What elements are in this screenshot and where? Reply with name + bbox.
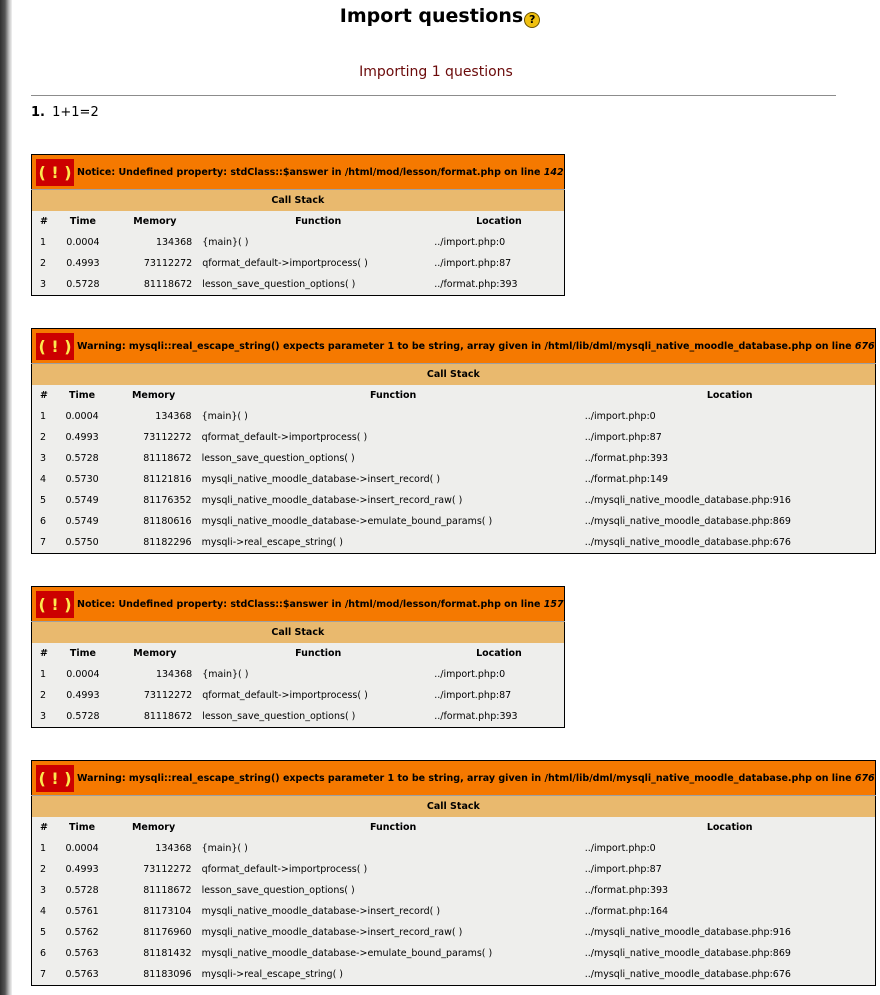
col-num-header: # (40, 648, 48, 659)
error-line-number: 142 (543, 166, 564, 178)
frame-memory: 81182296 (143, 536, 192, 548)
stack-frame-row (32, 448, 876, 469)
frame-time: 0.5763 (65, 948, 99, 959)
frame-location: ../import.php:87 (584, 432, 662, 443)
frame-function: mysqli->real_escape_string( ) (201, 536, 344, 548)
stack-frame-row (32, 406, 876, 427)
frame-function: mysqli_native_moodle_database->insert_record( ) (201, 474, 441, 485)
frame-num: 1 (40, 843, 47, 854)
stack-frame-row (32, 943, 876, 964)
error-message: Notice: Undefined property: stdClass::$answer in /html/mod/lesson/format.php on line (77, 598, 544, 610)
column-header-row (32, 385, 876, 406)
stack-frame-row (32, 664, 565, 685)
frame-memory: 81181432 (143, 948, 192, 959)
frame-time: 0.4993 (66, 258, 100, 269)
frame-function: {main}( ) (201, 411, 248, 422)
frame-memory: 81173104 (143, 906, 192, 917)
stack-frame-row (32, 274, 565, 295)
frame-function: mysqli_native_moodle_database->insert_record_raw( ) (201, 927, 463, 938)
frame-time: 0.5761 (65, 906, 99, 917)
frame-location: ../mysqli_native_moodle_database.php:916 (584, 927, 791, 938)
error-message: Warning: mysqli::real_escape_string() expects parameter 1 to be string, array given in /html/lib/dml/mysqli_native_moodle_database.php on line (77, 340, 855, 352)
frame-function: lesson_save_question_options( ) (202, 278, 356, 290)
col-function-header: Function (370, 822, 417, 833)
frame-function: mysqli_native_moodle_database->emulate_bound_params( ) (201, 948, 493, 959)
frame-num: 2 (40, 258, 47, 269)
xdebug-error-table (31, 586, 565, 728)
frame-memory: 81176960 (143, 927, 192, 938)
stack-frame-row (32, 532, 876, 553)
frame-location: ../mysqli_native_moodle_database.php:916 (584, 495, 791, 506)
col-function-header: Function (295, 216, 342, 227)
col-function-header: Function (295, 648, 342, 659)
error-icon: ( ! ) (36, 765, 74, 792)
frame-num: 2 (40, 690, 47, 701)
frame-function: mysqli_native_moodle_database->emulate_bound_params( ) (201, 516, 493, 527)
col-location-header: Location (706, 390, 753, 401)
stack-frame-row (32, 922, 876, 943)
stack-frame-row (32, 685, 565, 706)
col-time-header: Time (69, 216, 96, 227)
stack-frame-row (32, 511, 876, 532)
frame-num: 1 (40, 669, 47, 680)
page-title-text: Import questions (339, 5, 524, 27)
help-icon[interactable]: ? (524, 12, 540, 28)
stack-frame-row (32, 901, 876, 922)
stack-frame-row (32, 859, 876, 880)
frame-location: ../format.php:149 (584, 474, 669, 485)
stack-frame-row (32, 427, 876, 448)
frame-function: qformat_default->importprocess( ) (201, 864, 368, 875)
frame-num: 7 (40, 968, 47, 980)
stack-frame-row (32, 253, 565, 274)
frame-time: 0.4993 (65, 432, 99, 443)
frame-location: ../format.php:393 (434, 278, 518, 290)
frame-memory: 134368 (155, 669, 193, 680)
page-title (0, 5, 880, 28)
col-memory-header: Memory (133, 648, 177, 659)
question-line (31, 105, 99, 120)
frame-location: ../format.php:393 (434, 710, 518, 722)
frame-memory: 81180616 (143, 516, 192, 527)
frame-function: {main}( ) (202, 669, 249, 680)
frame-location: ../import.php:0 (584, 411, 656, 422)
frame-location: ../format.php:393 (584, 453, 669, 464)
frame-time: 0.0004 (66, 237, 100, 248)
frame-time: 0.5749 (65, 495, 99, 506)
frame-time: 0.5728 (66, 710, 100, 722)
xdebug-error-table (31, 760, 876, 986)
frame-memory: 81118672 (143, 885, 192, 896)
frame-function: qformat_default->importprocess( ) (202, 690, 368, 701)
frame-memory: 81118672 (143, 453, 192, 464)
frame-location: ../import.php:87 (584, 864, 662, 875)
frame-location: ../mysqli_native_moodle_database.php:869 (584, 516, 791, 527)
frame-function: qformat_default->importprocess( ) (202, 258, 368, 269)
frame-time: 0.5762 (65, 927, 99, 938)
frame-time: 0.5728 (66, 278, 100, 290)
frame-function: mysqli->real_escape_string( ) (201, 968, 344, 980)
frame-time: 0.5728 (65, 453, 99, 464)
frame-location: ../import.php:0 (434, 669, 506, 680)
frame-memory: 134368 (155, 237, 193, 248)
frame-function: lesson_save_question_options( ) (201, 453, 355, 464)
frame-location: ../format.php:393 (584, 885, 669, 896)
frame-location: ../mysqli_native_moodle_database.php:869 (584, 948, 791, 959)
frame-location: ../import.php:87 (434, 690, 512, 701)
frame-memory: 73112272 (143, 258, 193, 269)
divider (31, 95, 836, 96)
error-header (32, 761, 876, 796)
frame-memory: 73112272 (143, 690, 193, 701)
stack-frame-row (32, 490, 876, 511)
col-time-header: Time (69, 390, 96, 401)
column-header-row (32, 211, 565, 232)
frame-memory: 81118672 (143, 710, 193, 722)
frame-time: 0.5763 (65, 968, 99, 980)
xdebug-error-table (31, 154, 565, 296)
stack-frame-row (32, 469, 876, 490)
frame-memory: 73112272 (143, 432, 192, 443)
error-line-number: 676 (854, 340, 875, 352)
frame-memory: 73112272 (143, 864, 192, 875)
frame-time: 0.4993 (65, 864, 99, 875)
error-line-number: 676 (854, 772, 875, 784)
frame-num: 7 (40, 536, 47, 548)
col-num-header: # (40, 216, 48, 227)
frame-location: ../import.php:0 (584, 843, 656, 854)
col-num-header: # (40, 822, 48, 833)
call-stack-title: Call Stack (32, 622, 565, 644)
frame-num: 4 (40, 474, 47, 485)
frame-memory: 81121816 (143, 474, 192, 485)
frame-num: 2 (40, 432, 47, 443)
col-location-header: Location (706, 822, 753, 833)
error-message: Notice: Undefined property: stdClass::$answer in /html/mod/lesson/format.php on line (77, 166, 544, 178)
frame-num: 3 (40, 710, 47, 722)
col-memory-header: Memory (131, 822, 176, 833)
importing-status: Importing 1 questions (359, 64, 513, 80)
error-line-number: 157 (543, 598, 564, 610)
error-icon: ( ! ) (36, 591, 74, 618)
error-header (32, 329, 876, 364)
frame-function: mysqli_native_moodle_database->insert_record_raw( ) (201, 495, 463, 506)
frame-num: 1 (40, 237, 47, 248)
question-number: 1. (31, 105, 45, 120)
col-memory-header: Memory (133, 216, 177, 227)
frame-function: {main}( ) (202, 237, 249, 248)
window-left-edge (0, 0, 12, 995)
column-header-row (32, 817, 876, 838)
error-header (32, 587, 565, 622)
stack-frame-row (32, 232, 565, 253)
col-num-header: # (40, 390, 48, 401)
error-icon: ( ! ) (36, 159, 74, 186)
stack-frame-row (32, 838, 876, 859)
col-location-header: Location (476, 648, 522, 659)
col-time-header: Time (69, 822, 96, 833)
call-stack-title: Call Stack (32, 190, 565, 212)
error-message: Warning: mysqli::real_escape_string() expects parameter 1 to be string, array given in /html/lib/dml/mysqli_native_moodle_database.php on line (77, 772, 855, 784)
frame-num: 3 (40, 453, 47, 464)
frame-location: ../format.php:164 (584, 906, 669, 917)
frame-function: lesson_save_question_options( ) (202, 710, 356, 722)
frame-time: 0.5750 (65, 536, 99, 548)
frame-time: 0.0004 (66, 669, 100, 680)
frame-num: 4 (40, 906, 47, 917)
col-function-header: Function (370, 390, 417, 401)
frame-num: 5 (40, 495, 47, 506)
frame-function: qformat_default->importprocess( ) (201, 432, 368, 443)
question-text: 1+1=2 (52, 105, 99, 120)
frame-time: 0.0004 (65, 843, 99, 854)
call-stack-title: Call Stack (32, 796, 876, 818)
frame-time: 0.5749 (65, 516, 99, 527)
frame-num: 3 (40, 278, 47, 290)
frame-num: 6 (40, 516, 47, 527)
frame-num: 6 (40, 948, 47, 959)
frame-time: 0.5730 (65, 474, 99, 485)
call-stack-title: Call Stack (32, 364, 876, 386)
frame-memory: 81183096 (143, 968, 192, 980)
frame-time: 0.4993 (66, 690, 100, 701)
col-memory-header: Memory (131, 390, 176, 401)
stack-frame-row (32, 964, 876, 985)
stack-frame-row (32, 706, 565, 727)
frame-time: 0.5728 (65, 885, 99, 896)
frame-memory: 134368 (155, 411, 192, 422)
frame-location: ../import.php:87 (434, 258, 512, 269)
column-header-row (32, 643, 565, 664)
col-time-header: Time (69, 648, 96, 659)
frame-function: mysqli_native_moodle_database->insert_record( ) (201, 906, 441, 917)
frame-num: 3 (40, 885, 47, 896)
frame-memory: 81118672 (143, 278, 193, 290)
error-icon: ( ! ) (36, 333, 74, 360)
frame-memory: 134368 (155, 843, 192, 854)
frame-num: 5 (40, 927, 47, 938)
stack-frame-row (32, 880, 876, 901)
frame-location: ../import.php:0 (434, 237, 506, 248)
error-header (32, 155, 565, 190)
col-location-header: Location (476, 216, 522, 227)
frame-function: {main}( ) (201, 843, 248, 854)
frame-location: ../mysqli_native_moodle_database.php:676 (584, 968, 791, 980)
frame-function: lesson_save_question_options( ) (201, 885, 355, 896)
frame-num: 2 (40, 864, 47, 875)
xdebug-error-table (31, 328, 876, 554)
frame-time: 0.0004 (65, 411, 99, 422)
frame-memory: 81176352 (143, 495, 192, 506)
frame-num: 1 (40, 411, 47, 422)
frame-location: ../mysqli_native_moodle_database.php:676 (584, 536, 791, 548)
